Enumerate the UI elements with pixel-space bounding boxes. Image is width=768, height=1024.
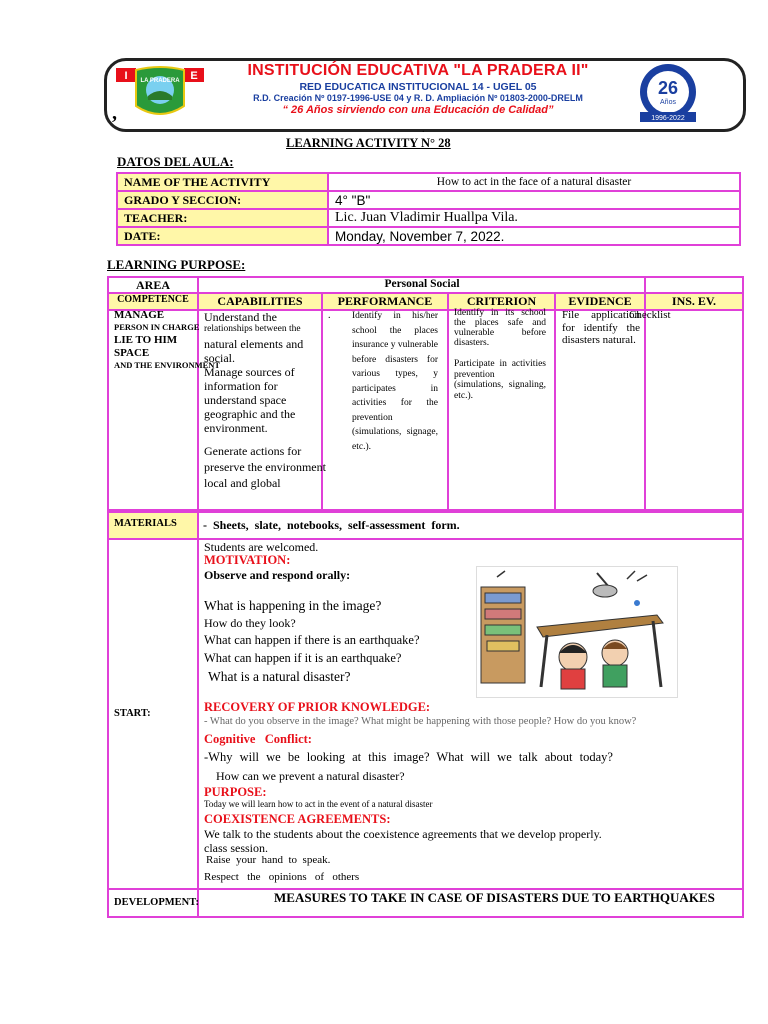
badge-word: Años bbox=[660, 99, 676, 106]
conflict-text-2: How can we prevent a natural disaster? bbox=[216, 769, 405, 783]
header-criterion: CRITERION bbox=[466, 294, 537, 308]
capability-text: Manage sources of information for understand space geographic and the environment. bbox=[204, 365, 296, 435]
purpose-title: PURPOSE: bbox=[204, 785, 267, 799]
logo-letter-e: E bbox=[190, 70, 198, 82]
header-performance: PERFORMANCE bbox=[337, 294, 433, 308]
anniversary-badge bbox=[622, 62, 714, 124]
network-name: RED EDUCATICA INSTITUCIONAL 14 - UGEL 05 bbox=[299, 81, 537, 93]
info-value: Lic. Juan Vladimir Huallpa Vila. bbox=[328, 209, 740, 227]
coexistence-rule-1: Raise your hand to speak. bbox=[206, 854, 331, 866]
coexistence-rule-2: Respect the opinions of others bbox=[204, 871, 360, 883]
institution-name: INSTITUCIÓN EDUCATIVA "LA PRADERA II" bbox=[247, 62, 589, 79]
coexistence-text-1: We talk to the students about the coexistence agreements that we develop properly. bbox=[204, 827, 602, 841]
info-label: DATE: bbox=[117, 227, 328, 245]
info-label: GRADO Y SECCION: bbox=[117, 191, 328, 209]
capability-text: relationships between the bbox=[204, 324, 301, 334]
development-label: DEVELOPMENT: bbox=[114, 897, 199, 908]
motto-text: “ 26 Años sirviendo con una Educación de Calidad” bbox=[282, 104, 554, 116]
grid-line bbox=[197, 511, 199, 540]
competence-line: MANAGE bbox=[114, 309, 165, 321]
grid-line bbox=[447, 292, 449, 511]
info-value: 4° "B" bbox=[328, 191, 740, 209]
development-title: MEASURES TO TAKE IN CASE OF DISASTERS DUE TO EARTHQUAKES bbox=[274, 890, 715, 905]
coexistence-text-2: class session. bbox=[204, 841, 268, 855]
badge-years: 1996-2022 bbox=[651, 115, 685, 122]
competence-line: PERSON IN CHARGE bbox=[114, 322, 200, 332]
recovery-heading: RECOVERY OF PRIOR KNOWLEDGE: bbox=[204, 700, 431, 714]
conflict-text-1: -Why will we be looking at this image? What will we talk about today? bbox=[204, 750, 613, 764]
capability-text: natural elements and social. bbox=[204, 337, 304, 365]
criterion-text-1: Identify in its school the places safe and vulnerable before disasters. bbox=[454, 308, 546, 348]
info-row bbox=[117, 209, 740, 227]
datos-heading: DATOS DEL AULA: bbox=[117, 154, 234, 169]
info-row bbox=[117, 191, 740, 209]
question-5: What is a natural disaster? bbox=[208, 669, 351, 684]
class-info-table bbox=[116, 172, 741, 246]
info-row bbox=[117, 173, 740, 191]
competence-line: AND THE ENVIRONMENT bbox=[114, 360, 221, 370]
conflict-heading: Cognitive Conflict: bbox=[204, 732, 312, 746]
recovery-text: - What do you observe in the image? What might be happening with those people? How do you know? bbox=[204, 716, 637, 727]
info-value: How to act in the face of a natural disaster bbox=[328, 173, 740, 191]
materials-label: MATERIALS bbox=[114, 518, 177, 529]
grid-line bbox=[554, 292, 556, 511]
welcome-text: Students are welcomed. bbox=[204, 540, 319, 554]
activity-title: LEARNING ACTIVITY N° 28 bbox=[286, 136, 451, 150]
logo-text: LA PRADERA bbox=[140, 78, 180, 84]
competence-line: LIE TO HIM bbox=[114, 334, 178, 346]
criterion-text-2: Participate in activities prevention (simulations, signaling, etc.). bbox=[454, 359, 546, 401]
start-label: START: bbox=[114, 708, 151, 719]
competence-line: SPACE bbox=[114, 347, 150, 359]
question-1: What is happening in the image? bbox=[204, 598, 382, 613]
capability-text: Understand the bbox=[204, 310, 277, 324]
instrument-text: Checklist bbox=[629, 309, 671, 321]
header-competence: COMPETENCE bbox=[117, 294, 189, 305]
question-2: How do they look? bbox=[204, 616, 296, 630]
earthquake-illustration bbox=[476, 566, 678, 698]
info-label: TEACHER: bbox=[117, 209, 328, 227]
badge-number: 26 bbox=[657, 78, 679, 98]
grid-line bbox=[197, 276, 199, 511]
area-label: AREA bbox=[135, 278, 170, 292]
performance-dot: . bbox=[328, 310, 331, 321]
coexistence-heading: COEXISTENCE AGREEMENTS: bbox=[204, 812, 391, 826]
evidence-text: File application for identify the disasters natural. bbox=[562, 309, 640, 346]
resolution-text: R.D. Creación Nº 0197-1996-USE 04 y R. D. Ampliación Nº 01803-2000-DRELM bbox=[253, 93, 583, 103]
info-row bbox=[117, 227, 740, 245]
purpose-text: Today we will learn how to act in the event of a natural disaster bbox=[204, 799, 433, 809]
header-ins-ev: INS. EV. bbox=[671, 294, 717, 308]
question-3: What can happen if there is an earthquake? bbox=[204, 633, 420, 647]
question-4: What can happen if it is an earthquake? bbox=[204, 651, 402, 665]
decorative-comma: , bbox=[112, 102, 117, 124]
observe-text: Observe and respond orally: bbox=[204, 568, 351, 582]
capability-text: Generate actions for preserve the environment local and global bbox=[204, 444, 326, 490]
materials-value: - Sheets, slate, notebooks, self-assessment form. bbox=[203, 518, 460, 532]
logo-letter-i: I bbox=[124, 70, 128, 82]
header-capabilities: CAPABILITIES bbox=[217, 294, 303, 308]
motivation-heading: MOTIVATION: bbox=[204, 553, 291, 567]
school-logo bbox=[114, 66, 206, 120]
info-value: Monday, November 7, 2022. bbox=[328, 227, 740, 245]
area-value: Personal Social bbox=[384, 278, 460, 290]
performance-text: Identify in his/her school the places insurance y vulnerable before disasters for various types, y participates in activities for the prevention (simulations, signage, etc.). bbox=[352, 311, 438, 452]
info-label: NAME OF THE ACTIVITY bbox=[117, 173, 328, 191]
decorative-dot: . bbox=[422, 124, 425, 135]
grid-line bbox=[197, 538, 199, 918]
header-evidence: EVIDENCE bbox=[568, 294, 632, 308]
purpose-heading: LEARNING PURPOSE: bbox=[107, 257, 246, 272]
